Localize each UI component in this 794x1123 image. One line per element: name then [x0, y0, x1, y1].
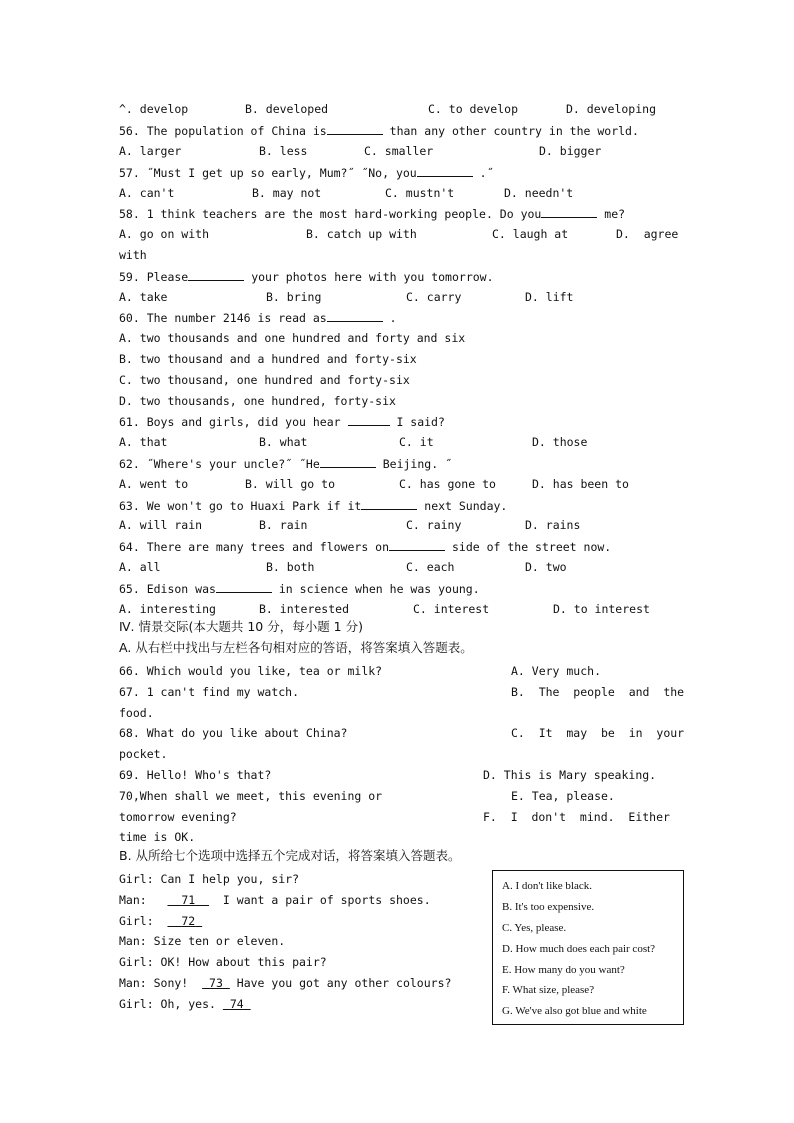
- blank-74: 74: [229, 997, 244, 1011]
- question-63: 63. We won't go to Huaxi Park if it next Sunday.: [119, 499, 508, 513]
- option-57a: A. can't: [119, 186, 175, 200]
- option-56b: B. less: [259, 144, 308, 158]
- box-option-d: D. How much does each pair cost?: [502, 943, 656, 955]
- reply-c: C. It may be in your: [511, 726, 685, 740]
- answer-blank: [348, 414, 390, 426]
- answer-blank: [188, 269, 244, 281]
- answer-blank: [320, 456, 376, 468]
- answer-blank: [389, 539, 445, 551]
- option-58d: D. agree: [616, 227, 679, 241]
- question-60: 60. The number 2146 is read as .: [119, 311, 397, 325]
- blank-71: 71: [181, 893, 196, 907]
- option-56a: A. larger: [119, 144, 182, 158]
- option-64c: C. each: [406, 560, 455, 574]
- question-70: 70,When shall we meet, this evening or: [119, 789, 383, 803]
- option-57c: C. mustn't: [385, 186, 455, 200]
- reply-f: F. I don't mind. Either: [483, 810, 670, 824]
- option-62b: B. will go to: [245, 477, 336, 491]
- option-55c: C. to develop: [428, 102, 519, 116]
- option-59c: C. carry: [406, 290, 462, 304]
- option-65d: D. to interest: [553, 602, 650, 616]
- option-58a: A. go on with: [119, 227, 210, 241]
- dialogue-line-4: Man: Size ten or eleven.: [119, 934, 286, 948]
- options-box: [492, 870, 684, 1025]
- dialogue-line-6: Man: Sony! 73 Have you got any other colours?: [119, 976, 452, 990]
- option-59b: B. bring: [266, 290, 322, 304]
- question-62: 62. ˝Where's your uncle?˝ ˝He Beijing. ˝: [119, 457, 452, 471]
- option-64a: A. all: [119, 560, 161, 574]
- answer-blank: [216, 581, 272, 593]
- option-61b: B. what: [259, 435, 308, 449]
- option-60a: A. two thousands and one hundred and forty and six: [119, 331, 466, 345]
- dialogue-line-3: Girl: 72: [119, 914, 202, 928]
- option-58b: B. catch up with: [306, 227, 417, 241]
- box-option-b: B. It's too expensive.: [502, 901, 595, 913]
- option-55d: D. developing: [566, 102, 657, 116]
- option-59a: A. take: [119, 290, 168, 304]
- option-56c: C. smaller: [364, 144, 434, 158]
- option-60b: B. two thousand and a hundred and forty-six: [119, 352, 417, 366]
- option-65b: B. interested: [259, 602, 350, 616]
- reply-a: A. Very much.: [511, 664, 602, 678]
- dialogue-line-2: Man: 71 I want a pair of sports shoes.: [119, 893, 431, 907]
- option-61c: C. it: [399, 435, 434, 449]
- reply-d: D. This is Mary speaking.: [483, 768, 657, 782]
- box-option-f: F. What size, please?: [502, 984, 595, 996]
- question-64: 64. There are many trees and flowers on side of the street now.: [119, 540, 612, 554]
- question-56: 56. The population of China is than any other country in the world.: [119, 124, 639, 138]
- blank-72: 72: [181, 914, 196, 928]
- option-64d: D. two: [525, 560, 567, 574]
- option-62a: A. went to: [119, 477, 189, 491]
- option-65a: A. interesting: [119, 602, 216, 616]
- question-69: 69. Hello! Who's that?: [119, 768, 272, 782]
- part-b-instruction: B. 从所给七个选项中选择五个完成对话，将答案填入答题表。: [119, 848, 461, 863]
- dialogue-line-7: Girl: Oh, yes. 74: [119, 997, 251, 1011]
- dialogue-line-5: Girl: OK! How about this pair?: [119, 955, 327, 969]
- option-56d: D. bigger: [539, 144, 602, 158]
- reply-b-cont: food.: [119, 706, 154, 720]
- option-64b: B. both: [266, 560, 315, 574]
- reply-c-cont: pocket.: [119, 747, 168, 761]
- option-58d-cont: with: [119, 248, 147, 262]
- reply-b: B. The people and the: [511, 685, 685, 699]
- question-65: 65. Edison was in science when he was young.: [119, 582, 480, 596]
- blank-73: 73: [209, 976, 223, 990]
- question-58: 58. 1 think teachers are the most hard-working people. Do you me?: [119, 207, 626, 221]
- option-57d: D. needn't: [504, 186, 574, 200]
- option-63d: D. rains: [525, 518, 581, 532]
- box-option-e: E. How many do you want?: [502, 964, 625, 976]
- option-62d: D. has been to: [532, 477, 629, 491]
- option-55a: ^. develop: [119, 102, 189, 116]
- option-63b: B. rain: [259, 518, 308, 532]
- option-55b: B. developed: [245, 102, 329, 116]
- option-57b: B. may not: [252, 186, 322, 200]
- box-option-a: A. I don't like black.: [502, 880, 592, 892]
- option-62c: C. has gone to: [399, 477, 496, 491]
- box-option-c: C. Yes, please.: [502, 922, 567, 934]
- option-61a: A. that: [119, 435, 168, 449]
- option-61d: D. those: [532, 435, 588, 449]
- option-65c: C. interest: [413, 602, 490, 616]
- answer-blank: [417, 165, 473, 177]
- answer-blank: [327, 310, 383, 322]
- option-60c: C. two thousand, one hundred and forty-six: [119, 373, 410, 387]
- option-63a: A. will rain: [119, 518, 203, 532]
- question-68: 68. What do you like about China?: [119, 726, 348, 740]
- question-57: 57. ˝Must I get up so early, Mum?˝ ˝No, you .˝: [119, 166, 494, 180]
- option-58c: C. laugh at: [492, 227, 569, 241]
- box-option-g: G. We've also got blue and white: [502, 1005, 647, 1017]
- question-70-cont: tomorrow evening?: [119, 810, 237, 824]
- question-67: 67. 1 can't find my watch.: [119, 685, 300, 699]
- question-61: 61. Boys and girls, did you hear I said?: [119, 415, 445, 429]
- section-title: Ⅳ. 情景交际(本大题共 10 分，每小题 1 分): [119, 619, 363, 634]
- question-59: 59. Please your photos here with you tomorrow.: [119, 270, 494, 284]
- answer-blank: [541, 206, 597, 218]
- dialogue-line-1: Girl: Can I help you, sir?: [119, 872, 300, 886]
- answer-blank: [361, 498, 417, 510]
- option-63c: C. rainy: [406, 518, 462, 532]
- reply-f-cont: time is OK.: [119, 830, 196, 844]
- option-59d: D. lift: [525, 290, 574, 304]
- option-60d: D. two thousands, one hundred, forty-six: [119, 394, 396, 408]
- reply-e: E. Tea, please.: [511, 789, 615, 803]
- answer-blank: [327, 123, 383, 135]
- question-66: 66. Which would you like, tea or milk?: [119, 664, 383, 678]
- part-a-instruction: A. 从右栏中找出与左栏各句相对应的答语，将答案填入答题表。: [119, 640, 473, 655]
